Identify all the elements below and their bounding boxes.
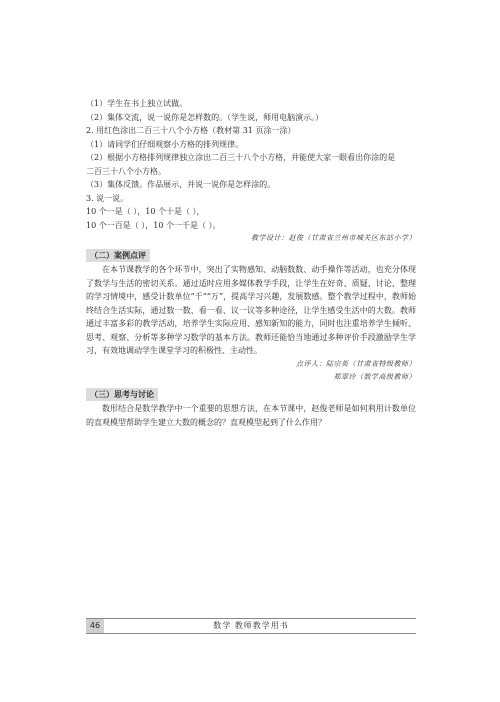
page-content: [86, 97, 416, 429]
step-text: 3. 说一说。: [86, 193, 129, 203]
exercise-line: 10 个一是（ ），10 个十是（ ），: [86, 207, 205, 216]
step-text: 二百三十八个小方格。: [86, 166, 166, 176]
step-text: （1）学生在书上独立试做。: [86, 99, 188, 108]
reviewer-credit: 点评人：陆宗英（甘肃省特级教师）: [296, 359, 416, 368]
section-heading-discussion: （三）思考与讨论: [86, 388, 158, 402]
review-paragraph: 在本节课教学的各个环节中，突出了实物感知、动脑数数、动手操作等活动，也充分体现了数学与生活的密切关系。通过适时应用多媒体教学手段，让学生在好奇、质疑、讨论、整理的学习情境中，感受计数单位“千”“万”，提高学习兴趣，发展数感。整个教学过程中，教师始终结合生活实际，通过数一数、看一看、议一议等多种途径，让学生感受生活中的大数。教师通过丰富多彩的教学活动，培养学生实际应用、感知新知的能力，同时也注重培养学生倾听、思考、观察、分析等多种学习数学的基本方法。教师还能恰当地通过多种评价手段激励学生学习，有效地调动学生课堂学习的积极性、主动性。: [86, 265, 416, 355]
exercise-line: 10 个一百是（ ），10 个一千是（ ）。: [86, 220, 221, 230]
step-text: （3）集体反馈。作品展示，并说一说你是怎样涂的。: [86, 180, 276, 189]
step-text: （2）集体交流，说一说你是怎样数的。（学生说，师用电脑演示。）: [86, 112, 324, 122]
design-credit: 教学设计：赵俊（甘肃省兰州市城关区东站小学）: [251, 234, 416, 242]
step-text: （2）根据小方格排列规律独立涂出二百三十八个小方格，并能使大家一眼看出你涂的是: [86, 153, 396, 162]
page-number: 46: [86, 619, 104, 633]
reviewer-credit: 郑翠玲（数学高级教师）: [333, 373, 416, 381]
page-footer: [86, 618, 416, 634]
book-title: 数学 教师教学用书: [213, 621, 289, 630]
discussion-paragraph: 数形结合是数学教学中一个重要的思想方法，在本节课中，赵俊老师是如何利用计数单位的直观模型帮助学生建立大数的概念的？直观模型起到了什么作用？: [86, 404, 416, 427]
step-text: 2. 用红色涂出二百三十八个小方格（教材第 31 页涂一涂）: [86, 126, 296, 135]
step-text: （1）请同学们仔细观察小方格的排列规律。: [86, 139, 244, 149]
section-heading-review: （二）案例点评: [86, 249, 150, 263]
